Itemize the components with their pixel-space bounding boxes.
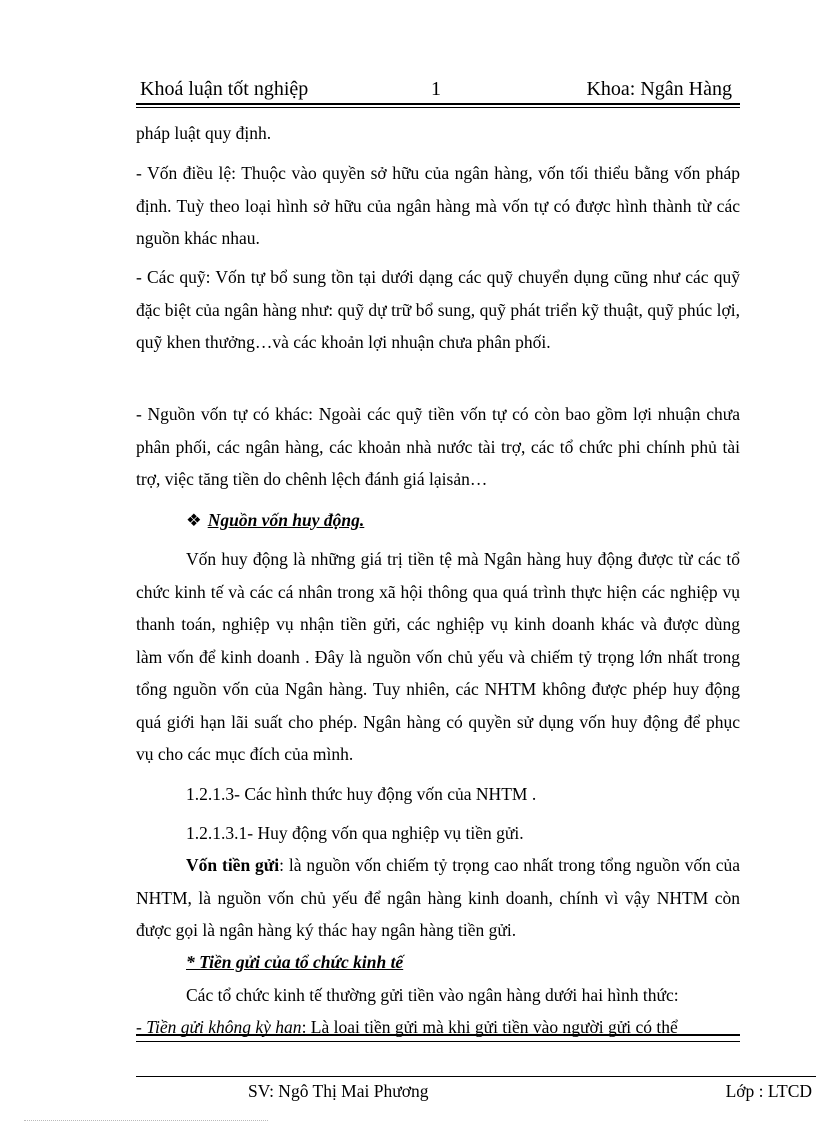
header-thesis-title: Khoá luận tốt nghiệp (140, 78, 309, 100)
header-rule-thin (136, 107, 740, 108)
deposit-capital-text: : là nguồn vốn chiếm tỷ trọng cao nhất trong tổng nguồn vốn của NHTM, là nguồn vốn chủ yếu để ngân hàng kinh doanh, chính vì vậy NHTM còn được gọi là ngân hàng ký thác hay ngân hàng tiền gửi. (136, 855, 740, 940)
dotted-divider (24, 1120, 268, 1121)
list-dash: - (136, 1017, 147, 1037)
paragraph-deposit-capital (136, 849, 740, 947)
paragraph-demand-deposit (136, 1011, 740, 1044)
paragraph-mobilized-definition: Vốn huy động là những giá trị tiền tệ mà Ngân hàng huy động được từ các tổ chức kinh tế và các cá nhân trong xã hội thông qua quá trình thực hiện các nghiệp vụ thanh toán, nghiệp vụ nhận tiền gửi, các nghiệp vụ kinh doanh khác và được dùng làm vốn để kinh doanh . Đây là nguồn vốn chủ yếu và chiếm tỷ trọng lớn nhất trong tổng nguồn vốn của Ngân hàng. Tuy nhiên, các NHTM không được phép huy động quá giới hạn lãi suất cho phép. Ngân hàng có quyền sử dụng vốn huy động để phục vụ cho các mục đích của mình. (136, 549, 740, 764)
paragraph-funds: - Các quỹ: Vốn tự bổ sung tồn tại dưới dạng các quỹ chuyển dụng cũng như các quỹ đặc biệt của ngân hàng như: quỹ dự trữ bổ sung, quỹ phát triển kỹ thuật, quỹ phúc lợi, quỹ khen thưởng…và các khoản lợi nhuận chưa phân phối. (136, 267, 740, 352)
diamond-bullet-icon: ❖ (186, 510, 202, 530)
subheading-1-2-1-3: 1.2.1.3- Các hình thức huy động vốn của NHTM . (186, 784, 537, 804)
paragraph-continuation: pháp luật quy định. (136, 123, 272, 143)
header-rule-thick (136, 103, 740, 105)
page-header (136, 74, 740, 104)
footer-rule-thick (136, 1034, 740, 1036)
footer-rule-line (136, 1076, 816, 1077)
heading-mobilized-text: Nguồn vốn huy động. (207, 510, 365, 530)
header-page-number: 1 (431, 78, 441, 100)
footer-class: Lớp : LTCD (725, 1081, 812, 1101)
footer-rule-thin (136, 1041, 740, 1042)
page-footer (136, 1078, 816, 1104)
subheading-1-2-1-3-1: 1.2.1.3.1- Huy động vốn qua nghiệp vụ tiền gửi. (186, 823, 524, 843)
paragraph-other-equity: - Nguồn vốn tự có khác: Ngoài các quỹ tiền vốn tự có còn bao gồm lợi nhuận chưa phân phối, các ngân hàng, các khoản nhà nước tài trợ, các tổ chức phi chính phủ tài trợ, việc tăng tiền do chênh lệch đánh giá lạisản… (136, 404, 740, 489)
footer-student-name: SV: Ngô Thị Mai Phương (248, 1081, 429, 1101)
heading-mobilized-capital (186, 504, 364, 536)
term-demand-deposit: Tiền gửi không kỳ hạn (146, 1017, 302, 1037)
heading-org-deposits (186, 946, 403, 978)
paragraph-two-forms: Các tổ chức kinh tế thường gửi tiền vào ngân hàng dưới hai hình thức: (186, 985, 679, 1005)
paragraph-charter-capital: - Vốn điều lệ: Thuộc vào quyền sở hữu của ngân hàng, vốn tối thiểu bằng vốn pháp định. Tuỳ theo loại hình sở hữu của ngân hàng mà vốn tự có được hình thành từ các nguồn khác nhau. (136, 163, 740, 248)
term-deposit-capital: Vốn tiền gửi (186, 855, 280, 875)
heading-org-deposits-text: * Tiền gửi của tổ chức kinh tế (186, 952, 404, 972)
demand-deposit-text: : Là loại tiền gửi mà khi gửi tiền vào người gửi có thể (301, 1017, 678, 1037)
header-faculty: Khoa: Ngân Hàng (586, 78, 732, 100)
